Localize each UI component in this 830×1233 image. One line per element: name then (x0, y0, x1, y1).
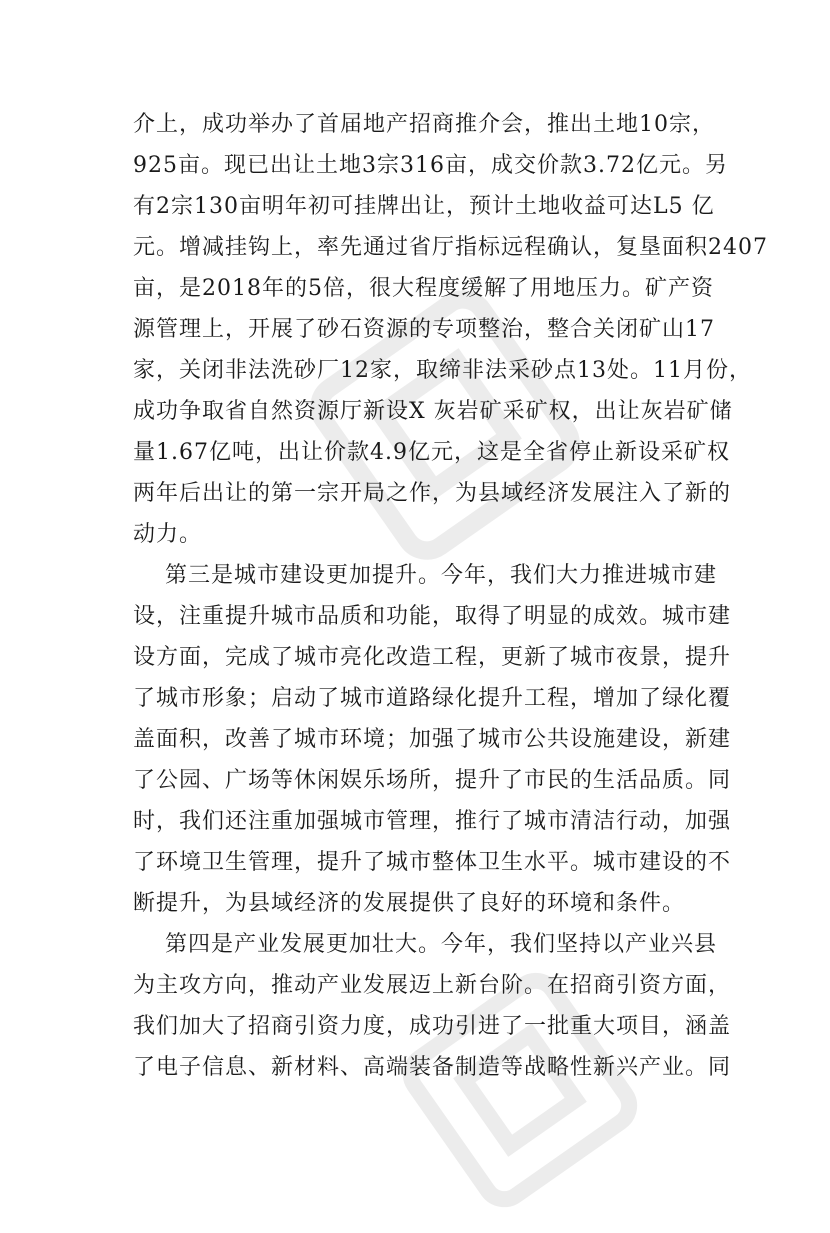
text-line: 断提升，为县域经济的发展提供了良好的环境和条件。 (133, 891, 686, 916)
text-line: 了城市形象；启动了城市道路绿化提升工程，增加了绿化覆 (133, 686, 732, 711)
text-line: 有2宗130亩明年初可挂牌出让，预计土地收益可达L5 亿 (133, 194, 715, 219)
text-line: 设，注重提升城市品质和功能，取得了明显的成效。城市建 (133, 604, 732, 629)
text-line: 成功争取省自然资源厅新设X 灰岩矿采矿权，出让灰岩矿储 (133, 399, 733, 424)
text-line: 时，我们还注重加强城市管理，推行了城市清洁行动，加强 (133, 809, 732, 834)
text-line: 家，关闭非法洗砂厂12家，取缔非法采砂点13处。11月份， (133, 358, 752, 383)
text-line: 盖面积，改善了城市环境；加强了城市公共设施建设，新建 (133, 727, 732, 752)
text-line: 源管理上，开展了砂石资源的专项整治，整合关闭矿山17 (133, 317, 715, 342)
text-line: 量1.67亿吨，出让价款4.9亿元，这是全省停止新设采矿权 (133, 440, 730, 465)
text-line: 为主攻方向，推动产业发展迈上新台阶。在招商引资方面， (133, 973, 732, 998)
text-line: 动力。 (133, 522, 203, 547)
text-line: 亩，是2018年的5倍，很大程度缓解了用地压力。矿产资 (133, 276, 714, 301)
paragraph-start-line: 第四是产业发展更加壮大。今年，我们坚持以产业兴县 (133, 932, 717, 957)
text-line: 了环境卫生管理，提升了城市整体卫生水平。城市建设的不 (133, 850, 732, 875)
text-line: 元。增减挂钩上，率先通过省厅指标远程确认，复垦面积2407 (133, 235, 768, 260)
text-line: 两年后出让的第一宗开局之作，为县域经济发展注入了新的 (133, 481, 732, 506)
text-line: 我们加大了招商引资力度，成功引进了一批重大项目，涵盖 (133, 1014, 732, 1039)
text-line: 介上，成功举办了首届地产招商推介会，推出土地10宗， (133, 112, 715, 137)
paragraph-start-line: 第三是城市建设更加提升。今年，我们大力推进城市建 (133, 563, 717, 588)
text-line: 设方面，完成了城市亮化改造工程，更新了城市夜景，提升 (133, 645, 732, 670)
text-line: 了公园、广场等休闲娱乐场所，提升了市民的生活品质。同 (133, 768, 732, 793)
text-line: 了电子信息、新材料、高端装备制造等战略性新兴产业。同 (133, 1055, 732, 1080)
text-line: 925亩。现已出让土地3宗316亩，成交价款3.72亿元。另 (133, 153, 728, 178)
